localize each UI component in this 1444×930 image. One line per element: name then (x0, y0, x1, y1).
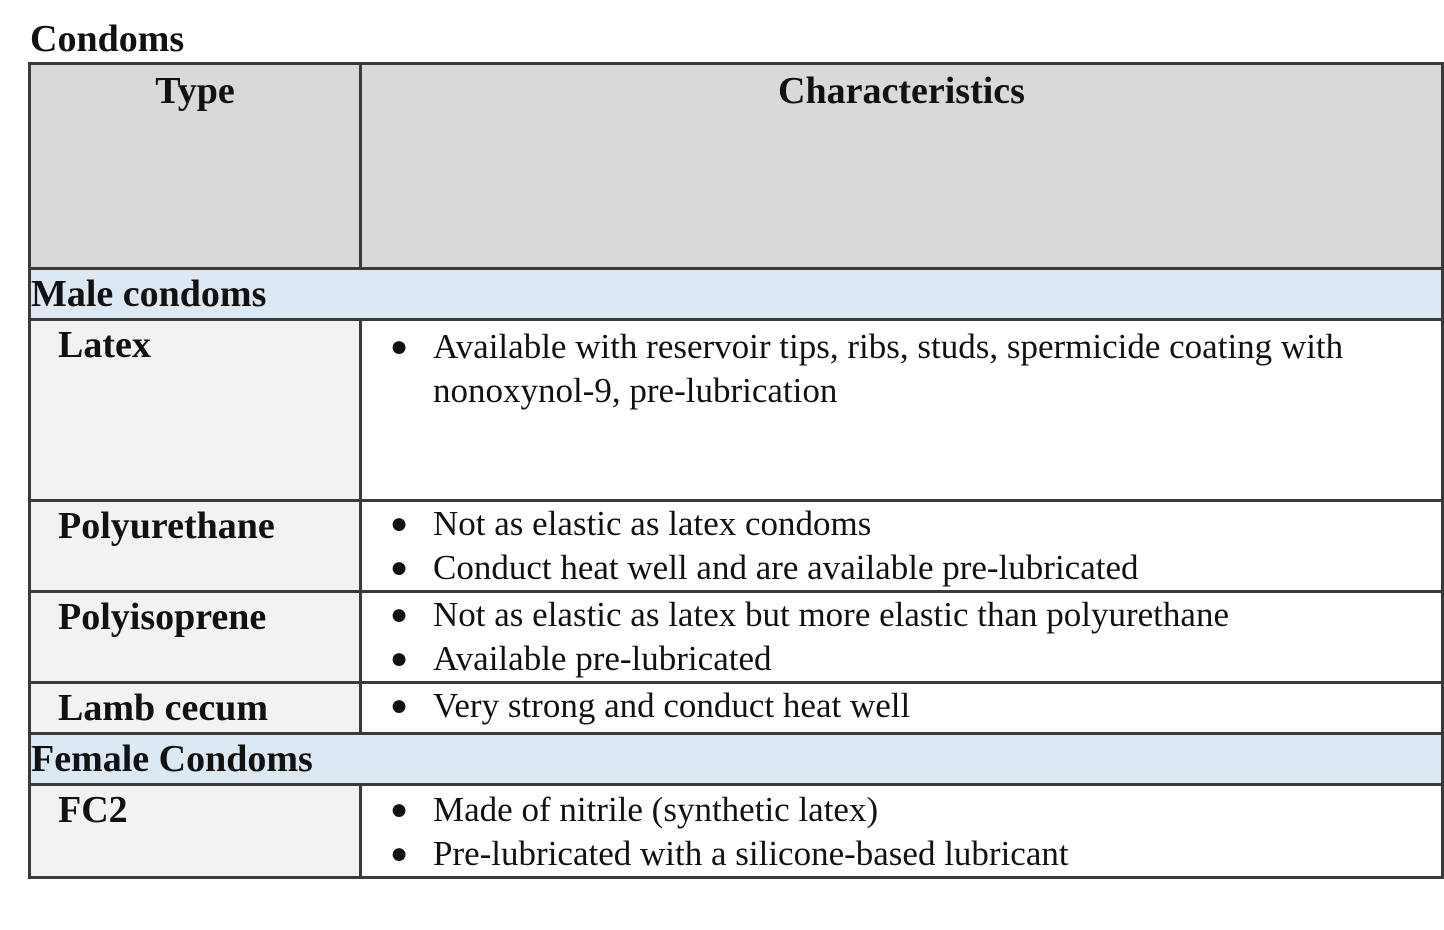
characteristic-text: Made of nitrile (synthetic latex) (433, 790, 879, 829)
table-header-row (30, 64, 1443, 269)
characteristic-text: Conduct heat well and are available pre-lubricated (433, 548, 1139, 587)
list-item (388, 546, 1441, 590)
table-row (30, 785, 1443, 878)
characteristics-list (388, 321, 1441, 413)
bullet-icon: ● (390, 642, 409, 675)
characteristics-cell (361, 501, 1443, 592)
table-row (30, 320, 1443, 501)
table-row (30, 683, 1443, 734)
section-row-female (30, 734, 1443, 785)
type-cell: Polyisoprene (30, 592, 361, 683)
bullet-icon: ● (390, 330, 409, 363)
bullet-icon: ● (390, 689, 409, 722)
section-row-male (30, 269, 1443, 320)
characteristic-text: Very strong and conduct heat well (433, 686, 911, 725)
characteristics-cell (361, 320, 1443, 501)
characteristics-cell (361, 785, 1443, 878)
type-cell: Latex (30, 320, 361, 501)
bullet-icon: ● (390, 837, 409, 870)
characteristic-text: Not as elastic as latex condoms (433, 504, 872, 543)
characteristics-list (388, 502, 1441, 590)
characteristic-text: Available pre-lubricated (433, 639, 772, 678)
table-row (30, 592, 1443, 683)
document-title: Condoms (30, 18, 185, 60)
bullet-icon: ● (390, 793, 409, 826)
list-item (388, 832, 1441, 876)
header-type: Type (30, 64, 361, 269)
section-label: Male condoms (30, 269, 1443, 320)
table-row (30, 501, 1443, 592)
bullet-icon: ● (390, 598, 409, 631)
section-label: Female Condoms (30, 734, 1443, 785)
type-cell: Polyurethane (30, 501, 361, 592)
list-item (388, 637, 1441, 681)
header-characteristics: Characteristics (361, 64, 1443, 269)
type-cell: Lamb cecum (30, 683, 361, 734)
characteristics-list (388, 786, 1441, 876)
characteristic-text: Pre-lubricated with a silicone-based lubricant (433, 834, 1069, 873)
characteristics-list (388, 593, 1441, 681)
list-item (388, 788, 1441, 832)
list-item (388, 593, 1441, 637)
condoms-table (28, 62, 1444, 879)
type-cell: FC2 (30, 785, 361, 878)
list-item (388, 684, 1441, 728)
bullet-icon: ● (390, 551, 409, 584)
characteristic-text: Available with reservoir tips, ribs, studs, spermicide coating with nonoxynol-9, pre-lubrication (433, 327, 1344, 410)
characteristics-list (388, 684, 1441, 728)
characteristics-cell (361, 592, 1443, 683)
list-item (388, 325, 1441, 413)
characteristics-cell (361, 683, 1443, 734)
characteristic-text: Not as elastic as latex but more elastic than polyurethane (433, 595, 1229, 634)
list-item (388, 502, 1441, 546)
bullet-icon: ● (390, 507, 409, 540)
